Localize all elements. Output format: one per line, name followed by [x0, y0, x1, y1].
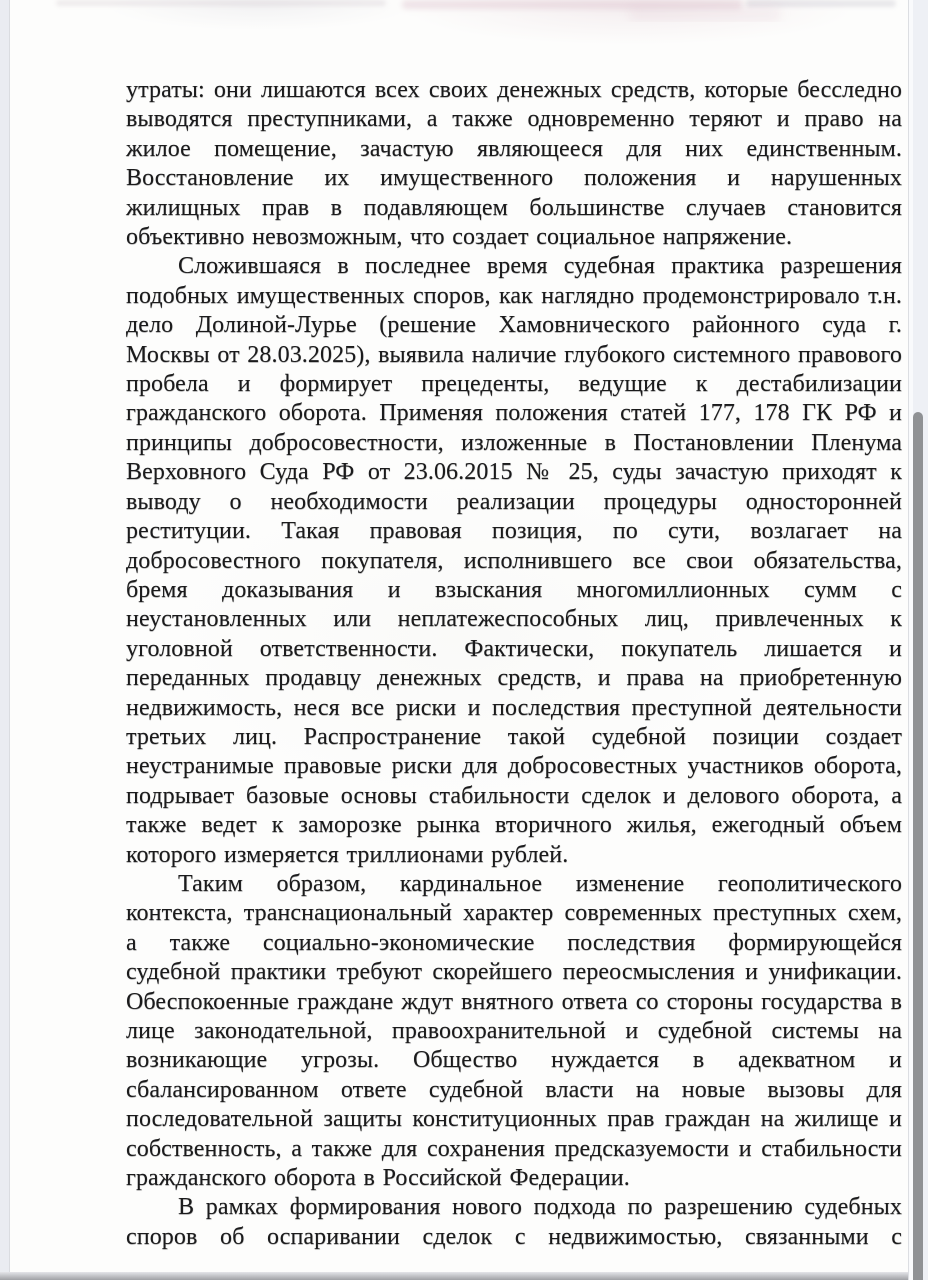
paragraph-sudebnaya-praktika: Сложившаяся в последнее время судебная практика разрешения подобных имущественных споров, как наглядно продемонстрировало т.н. дело Долиной-Лурье (решение Хамовнического районного суда г. Москвы от 28.03.2025), выявила наличие глубокого системного правового пробела и формирует прецеденты, ведущие к дестабилизации гражданского оборота. Применяя положения статей 177, 178 ГК РФ и принципы добросовестности, изложенные в Постановлении Пленума Верховного Суда РФ от 23.06.2015 № 25, суды зачастую приходят к выводу о необходимости реализации процедуры односторонней реституции. Такая правовая позиция, по сути, возлагает на добросовестного покупателя, исполнившего все свои обязательства, бремя доказывания и взыскания многомиллионных сумм с неустановленных или неплатежеспособных лиц, привлеченных к уголовной ответственности. Фактически, покупатель лишается и переданных продавцу денежных средств, и права на приобретенную недвижимость, неся все риски и последствия преступной деятельности третьих лиц. Распространение такой судебной позиции создает неустранимые правовые риски для добросовестных участников оборота, подрывает базовые основы стабильности сделок и делового оборота, а также ведет к заморозке рынка вторичного жилья, ежегодный объем которого измеряется триллионами рублей.	[126, 253, 902, 868]
scrollbar-track[interactable]	[908, 0, 928, 1280]
scrollbar-thumb[interactable]	[913, 412, 923, 1280]
page-bottom-gap	[0, 1272, 928, 1280]
smudge	[56, 0, 386, 6]
previous-page-text-remnant	[10, 0, 908, 22]
paragraph-utraty: утраты: они лишаются всех своих денежных средств, которые бесследно выводятся преступниками, а также одновременно теряют и право на жилое помещение, зачастую являющееся для них единственным. Восстановление их имущественного положения и нарушенных жилищных прав в подавляющем большинстве случаев становится объективно невозможным, что создает социальное напряжение.	[126, 77, 902, 251]
document-text	[126, 76, 902, 1252]
document-page	[9, 0, 908, 1272]
paragraph-takim-obrazom: Таким образом, кардинальное изменение геополитического контекста, транснациональный характер современных преступных схем, а также социально-экономические последствия формирующейся судебной практики требуют скорейшего переосмысления и унификации. Обеспокоенные граждане ждут внятного ответа со стороны государства в лице законодательной, правоохранительной и судебной системы на возникающие угрозы. Общество нуждается в адекватном и сбалансированном ответе судебной власти на новые вызовы для последовательной защиты конституционных прав граждан на жилище и собственность, а также для сохранения предсказуемости и стабильности гражданского оборота в Российской Федерации.	[126, 870, 902, 1192]
paragraph-v-ramkakh: В рамках формирования нового подхода по разрешению судебных споров об оспаривании сделок с недвижимостью, связанными с	[126, 1194, 902, 1250]
smudge	[630, 6, 780, 22]
